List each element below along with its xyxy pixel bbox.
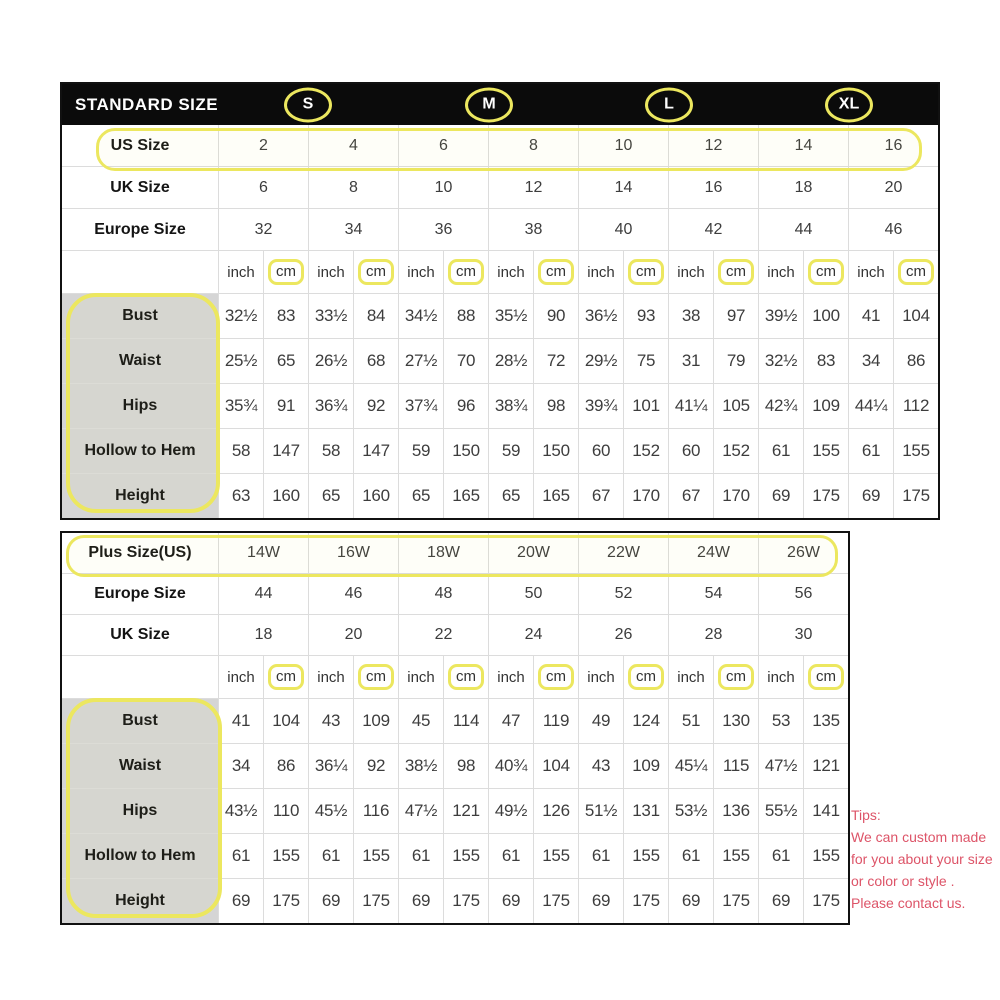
standard-size-title: STANDARD SIZE	[75, 94, 219, 114]
measure-label: Height	[62, 474, 218, 518]
measure-value-cell: 45¼	[668, 744, 713, 788]
measure-value-cell: 98	[443, 744, 488, 788]
measure-value-cell: 32½	[218, 294, 263, 338]
measure-value-cell: 130	[713, 699, 758, 743]
size-value-cell: 38	[488, 209, 578, 250]
size-row	[62, 614, 848, 655]
size-row-label: Europe Size	[62, 209, 218, 250]
size-badge-s: S	[284, 87, 332, 122]
unit-cell-cm	[803, 656, 848, 698]
measure-value-cell: 69	[308, 879, 353, 923]
measure-value-cell: 35½	[488, 294, 533, 338]
size-value-cell: 8	[308, 167, 398, 208]
unit-cell-inch: inch	[398, 656, 443, 698]
cm-highlight-box: cm	[898, 259, 934, 286]
measure-value-cell: 126	[533, 789, 578, 833]
measure-value-cell: 88	[443, 294, 488, 338]
measure-value-cell: 36¼	[308, 744, 353, 788]
measure-value-cell: 135	[803, 699, 848, 743]
size-value-cell: 14	[758, 125, 848, 166]
measure-row	[62, 428, 938, 473]
unit-cell-inch: inch	[488, 656, 533, 698]
unit-cell-cm	[533, 656, 578, 698]
measure-value-cell: 83	[263, 294, 308, 338]
measure-value-cell: 31	[668, 339, 713, 383]
measure-value-cell: 47½	[758, 744, 803, 788]
size-value-cell: 10	[578, 125, 668, 166]
measure-value-cell: 98	[533, 384, 578, 428]
size-value-cell: 16W	[308, 533, 398, 573]
tips-line: for you about your size	[851, 851, 993, 867]
unit-cell-inch: inch	[308, 656, 353, 698]
unit-header-row	[62, 655, 848, 698]
measure-value-cell: 155	[353, 834, 398, 878]
unit-cell-cm	[713, 656, 758, 698]
measure-value-cell: 63	[218, 474, 263, 518]
measure-value-cell: 109	[803, 384, 848, 428]
unit-cell-cm	[623, 656, 668, 698]
size-badge-xl: XL	[825, 87, 873, 122]
size-value-cell: 48	[398, 574, 488, 614]
measure-value-cell: 69	[758, 879, 803, 923]
measure-value-cell: 124	[623, 699, 668, 743]
measure-label: Hollow to Hem	[62, 429, 218, 473]
measure-value-cell: 65	[308, 474, 353, 518]
size-value-cell: 50	[488, 574, 578, 614]
measure-value-cell: 41	[848, 294, 893, 338]
measure-value-cell: 53½	[668, 789, 713, 833]
measure-row	[62, 338, 938, 383]
tips-note	[851, 804, 1000, 914]
unit-cell-inch: inch	[398, 251, 443, 293]
measure-label: Bust	[62, 294, 218, 338]
measure-value-cell: 59	[398, 429, 443, 473]
measure-value-cell: 92	[353, 384, 398, 428]
measure-value-cell: 26½	[308, 339, 353, 383]
unit-cell-cm	[353, 251, 398, 293]
measure-value-cell: 41¼	[668, 384, 713, 428]
unit-cell-inch: inch	[218, 656, 263, 698]
size-value-cell: 12	[488, 167, 578, 208]
measure-value-cell: 160	[263, 474, 308, 518]
size-badge-l: L	[645, 87, 693, 122]
measure-value-cell: 170	[713, 474, 758, 518]
size-value-cell: 28	[668, 615, 758, 655]
size-value-cell: 32	[218, 209, 308, 250]
measure-value-cell: 155	[803, 834, 848, 878]
measure-value-cell: 136	[713, 789, 758, 833]
measure-value-cell: 175	[893, 474, 938, 518]
measure-label: Height	[62, 879, 218, 923]
measure-value-cell: 110	[263, 789, 308, 833]
standard-size-rows	[62, 125, 938, 518]
size-row-label: US Size	[62, 125, 218, 166]
unit-cell-inch: inch	[668, 251, 713, 293]
measure-value-cell: 155	[263, 834, 308, 878]
measure-value-cell: 175	[443, 879, 488, 923]
unit-cell-inch: inch	[758, 656, 803, 698]
measure-value-cell: 45½	[308, 789, 353, 833]
measure-label: Waist	[62, 744, 218, 788]
measure-value-cell: 114	[443, 699, 488, 743]
size-value-cell: 20	[848, 167, 938, 208]
measure-value-cell: 121	[803, 744, 848, 788]
unit-cell-cm	[623, 251, 668, 293]
cm-highlight-box: cm	[628, 259, 664, 286]
unit-cell-cm	[803, 251, 848, 293]
cm-highlight-box: cm	[808, 259, 844, 286]
measure-value-cell: 68	[353, 339, 398, 383]
measure-value-cell: 60	[668, 429, 713, 473]
measure-value-cell: 100	[803, 294, 848, 338]
size-value-cell: 18	[218, 615, 308, 655]
measure-value-cell: 61	[218, 834, 263, 878]
measure-value-cell: 141	[803, 789, 848, 833]
cm-highlight-box: cm	[268, 664, 304, 691]
measure-value-cell: 40¾	[488, 744, 533, 788]
measure-value-cell: 58	[218, 429, 263, 473]
measure-value-cell: 53	[758, 699, 803, 743]
measure-value-cell: 105	[713, 384, 758, 428]
measure-label: Hips	[62, 789, 218, 833]
measure-value-cell: 175	[713, 879, 758, 923]
size-row	[62, 208, 938, 250]
measure-value-cell: 147	[263, 429, 308, 473]
measure-value-cell: 109	[353, 699, 398, 743]
unit-cell-inch: inch	[308, 251, 353, 293]
measure-value-cell: 70	[443, 339, 488, 383]
measure-value-cell: 36¾	[308, 384, 353, 428]
measure-value-cell: 97	[713, 294, 758, 338]
unit-cell-cm	[443, 251, 488, 293]
measure-value-cell: 69	[758, 474, 803, 518]
measure-value-cell: 75	[623, 339, 668, 383]
cm-highlight-box: cm	[358, 664, 394, 691]
size-value-cell: 10	[398, 167, 488, 208]
measure-value-cell: 175	[803, 879, 848, 923]
size-value-cell: 20W	[488, 533, 578, 573]
measure-value-cell: 90	[533, 294, 578, 338]
unit-row-spacer	[62, 251, 218, 293]
measure-value-cell: 170	[623, 474, 668, 518]
measure-row	[62, 878, 848, 923]
tips-line: or color or style .	[851, 873, 955, 889]
measure-value-cell: 69	[398, 879, 443, 923]
plus-size-rows	[62, 533, 848, 923]
measure-label: Bust	[62, 699, 218, 743]
measure-row	[62, 473, 938, 518]
measure-label: Hollow to Hem	[62, 834, 218, 878]
measure-value-cell: 61	[758, 429, 803, 473]
measure-value-cell: 86	[893, 339, 938, 383]
measure-label: Hips	[62, 384, 218, 428]
measure-value-cell: 104	[263, 699, 308, 743]
measure-value-cell: 61	[578, 834, 623, 878]
measure-value-cell: 61	[308, 834, 353, 878]
unit-cell-cm	[263, 251, 308, 293]
size-value-cell: 56	[758, 574, 848, 614]
measure-value-cell: 79	[713, 339, 758, 383]
measure-value-cell: 43	[308, 699, 353, 743]
measure-row	[62, 833, 848, 878]
measure-value-cell: 44¼	[848, 384, 893, 428]
measure-value-cell: 65	[263, 339, 308, 383]
measure-value-cell: 121	[443, 789, 488, 833]
measure-value-cell: 104	[893, 294, 938, 338]
size-value-cell: 46	[848, 209, 938, 250]
measure-value-cell: 65	[398, 474, 443, 518]
unit-cell-cm	[893, 251, 938, 293]
measure-value-cell: 43	[578, 744, 623, 788]
measure-row	[62, 743, 848, 788]
measure-row	[62, 293, 938, 338]
size-value-cell: 40	[578, 209, 668, 250]
measure-value-cell: 37¾	[398, 384, 443, 428]
measure-value-cell: 34½	[398, 294, 443, 338]
size-value-cell: 22W	[578, 533, 668, 573]
measure-value-cell: 160	[353, 474, 398, 518]
measure-value-cell: 115	[713, 744, 758, 788]
measure-value-cell: 67	[578, 474, 623, 518]
measure-value-cell: 41	[218, 699, 263, 743]
cm-highlight-box: cm	[538, 259, 574, 286]
measure-value-cell: 152	[623, 429, 668, 473]
size-row-label: UK Size	[62, 167, 218, 208]
measure-value-cell: 112	[893, 384, 938, 428]
measure-value-cell: 69	[488, 879, 533, 923]
measure-row	[62, 698, 848, 743]
measure-value-cell: 33½	[308, 294, 353, 338]
measure-value-cell: 49	[578, 699, 623, 743]
measure-value-cell: 175	[623, 879, 668, 923]
measure-value-cell: 61	[758, 834, 803, 878]
standard-size-header	[62, 84, 938, 125]
size-value-cell: 22	[398, 615, 488, 655]
measure-value-cell: 69	[218, 879, 263, 923]
measure-value-cell: 61	[488, 834, 533, 878]
measure-row	[62, 383, 938, 428]
measure-value-cell: 96	[443, 384, 488, 428]
measure-value-cell: 39¾	[578, 384, 623, 428]
measure-value-cell: 58	[308, 429, 353, 473]
size-row-label: Europe Size	[62, 574, 218, 614]
measure-value-cell: 131	[623, 789, 668, 833]
measure-value-cell: 38½	[398, 744, 443, 788]
measure-row	[62, 788, 848, 833]
measure-value-cell: 155	[443, 834, 488, 878]
measure-value-cell: 67	[668, 474, 713, 518]
size-value-cell: 46	[308, 574, 398, 614]
size-value-cell: 34	[308, 209, 398, 250]
measure-value-cell: 38¾	[488, 384, 533, 428]
measure-value-cell: 116	[353, 789, 398, 833]
tips-line: Please contact us.	[851, 895, 966, 911]
measure-value-cell: 69	[578, 879, 623, 923]
unit-cell-inch: inch	[848, 251, 893, 293]
measure-value-cell: 155	[623, 834, 668, 878]
size-row	[62, 166, 938, 208]
size-value-cell: 54	[668, 574, 758, 614]
measure-value-cell: 47½	[398, 789, 443, 833]
measure-value-cell: 165	[533, 474, 578, 518]
measure-value-cell: 39½	[758, 294, 803, 338]
measure-value-cell: 72	[533, 339, 578, 383]
unit-cell-inch: inch	[218, 251, 263, 293]
cm-highlight-box: cm	[718, 259, 754, 286]
measure-value-cell: 65	[488, 474, 533, 518]
unit-row-spacer	[62, 656, 218, 698]
size-value-cell: 52	[578, 574, 668, 614]
unit-cell-inch: inch	[488, 251, 533, 293]
size-value-cell: 30	[758, 615, 848, 655]
measure-value-cell: 91	[263, 384, 308, 428]
cm-highlight-box: cm	[718, 664, 754, 691]
size-value-cell: 16	[668, 167, 758, 208]
size-value-cell: 44	[218, 574, 308, 614]
size-value-cell: 36	[398, 209, 488, 250]
measure-value-cell: 34	[218, 744, 263, 788]
measure-value-cell: 45	[398, 699, 443, 743]
measure-value-cell: 175	[353, 879, 398, 923]
plus-size-table	[60, 531, 850, 925]
measure-value-cell: 155	[713, 834, 758, 878]
measure-value-cell: 32½	[758, 339, 803, 383]
measure-value-cell: 36½	[578, 294, 623, 338]
measure-value-cell: 35¾	[218, 384, 263, 428]
unit-cell-cm	[533, 251, 578, 293]
size-value-cell: 14	[578, 167, 668, 208]
measure-value-cell: 61	[848, 429, 893, 473]
size-badge-m: M	[465, 87, 513, 122]
measure-value-cell: 119	[533, 699, 578, 743]
measure-value-cell: 175	[533, 879, 578, 923]
measure-value-cell: 61	[668, 834, 713, 878]
cm-highlight-box: cm	[268, 259, 304, 286]
size-value-cell: 4	[308, 125, 398, 166]
measure-value-cell: 147	[353, 429, 398, 473]
measure-value-cell: 101	[623, 384, 668, 428]
measure-value-cell: 84	[353, 294, 398, 338]
size-row-label: UK Size	[62, 615, 218, 655]
measure-value-cell: 175	[263, 879, 308, 923]
size-value-cell: 12	[668, 125, 758, 166]
cm-highlight-box: cm	[628, 664, 664, 691]
unit-cell-cm	[713, 251, 758, 293]
cm-highlight-box: cm	[358, 259, 394, 286]
measure-value-cell: 60	[578, 429, 623, 473]
size-value-cell: 24W	[668, 533, 758, 573]
measure-value-cell: 93	[623, 294, 668, 338]
measure-value-cell: 61	[398, 834, 443, 878]
size-value-cell: 24	[488, 615, 578, 655]
cm-highlight-box: cm	[538, 664, 574, 691]
measure-value-cell: 69	[848, 474, 893, 518]
measure-value-cell: 51½	[578, 789, 623, 833]
size-value-cell: 26W	[758, 533, 848, 573]
tips-title: Tips:	[851, 807, 881, 823]
measure-label: Waist	[62, 339, 218, 383]
measure-value-cell: 104	[533, 744, 578, 788]
measure-value-cell: 47	[488, 699, 533, 743]
unit-cell-inch: inch	[578, 251, 623, 293]
measure-value-cell: 29½	[578, 339, 623, 383]
size-value-cell: 14W	[218, 533, 308, 573]
unit-cell-inch: inch	[758, 251, 803, 293]
measure-value-cell: 49½	[488, 789, 533, 833]
size-row	[62, 125, 938, 166]
unit-header-row	[62, 250, 938, 293]
size-value-cell: 6	[398, 125, 488, 166]
unit-cell-cm	[263, 656, 308, 698]
unit-cell-inch: inch	[578, 656, 623, 698]
size-value-cell: 2	[218, 125, 308, 166]
measure-value-cell: 27½	[398, 339, 443, 383]
size-value-cell: 18W	[398, 533, 488, 573]
cm-highlight-box: cm	[448, 259, 484, 286]
cm-highlight-box: cm	[808, 664, 844, 691]
size-value-cell: 20	[308, 615, 398, 655]
measure-value-cell: 42¾	[758, 384, 803, 428]
size-row	[62, 533, 848, 573]
measure-value-cell: 155	[893, 429, 938, 473]
measure-value-cell: 83	[803, 339, 848, 383]
size-value-cell: 18	[758, 167, 848, 208]
size-value-cell: 8	[488, 125, 578, 166]
measure-value-cell: 34	[848, 339, 893, 383]
unit-cell-cm	[443, 656, 488, 698]
standard-size-table	[60, 82, 940, 520]
size-value-cell: 26	[578, 615, 668, 655]
measure-value-cell: 38	[668, 294, 713, 338]
measure-value-cell: 175	[803, 474, 848, 518]
measure-value-cell: 152	[713, 429, 758, 473]
measure-value-cell: 165	[443, 474, 488, 518]
tips-line: We can custom made	[851, 829, 987, 845]
size-value-cell: 6	[218, 167, 308, 208]
measure-value-cell: 86	[263, 744, 308, 788]
size-row-label: Plus Size(US)	[62, 533, 218, 573]
size-value-cell: 16	[848, 125, 938, 166]
size-value-cell: 44	[758, 209, 848, 250]
size-row	[62, 573, 848, 614]
measure-value-cell: 43½	[218, 789, 263, 833]
measure-value-cell: 109	[623, 744, 668, 788]
size-value-cell: 42	[668, 209, 758, 250]
measure-value-cell: 28½	[488, 339, 533, 383]
measure-value-cell: 69	[668, 879, 713, 923]
measure-value-cell: 155	[533, 834, 578, 878]
unit-cell-cm	[353, 656, 398, 698]
measure-value-cell: 155	[803, 429, 848, 473]
measure-value-cell: 55½	[758, 789, 803, 833]
cm-highlight-box: cm	[448, 664, 484, 691]
measure-value-cell: 150	[443, 429, 488, 473]
measure-value-cell: 150	[533, 429, 578, 473]
measure-value-cell: 59	[488, 429, 533, 473]
measure-value-cell: 92	[353, 744, 398, 788]
unit-cell-inch: inch	[668, 656, 713, 698]
measure-value-cell: 25½	[218, 339, 263, 383]
measure-value-cell: 51	[668, 699, 713, 743]
